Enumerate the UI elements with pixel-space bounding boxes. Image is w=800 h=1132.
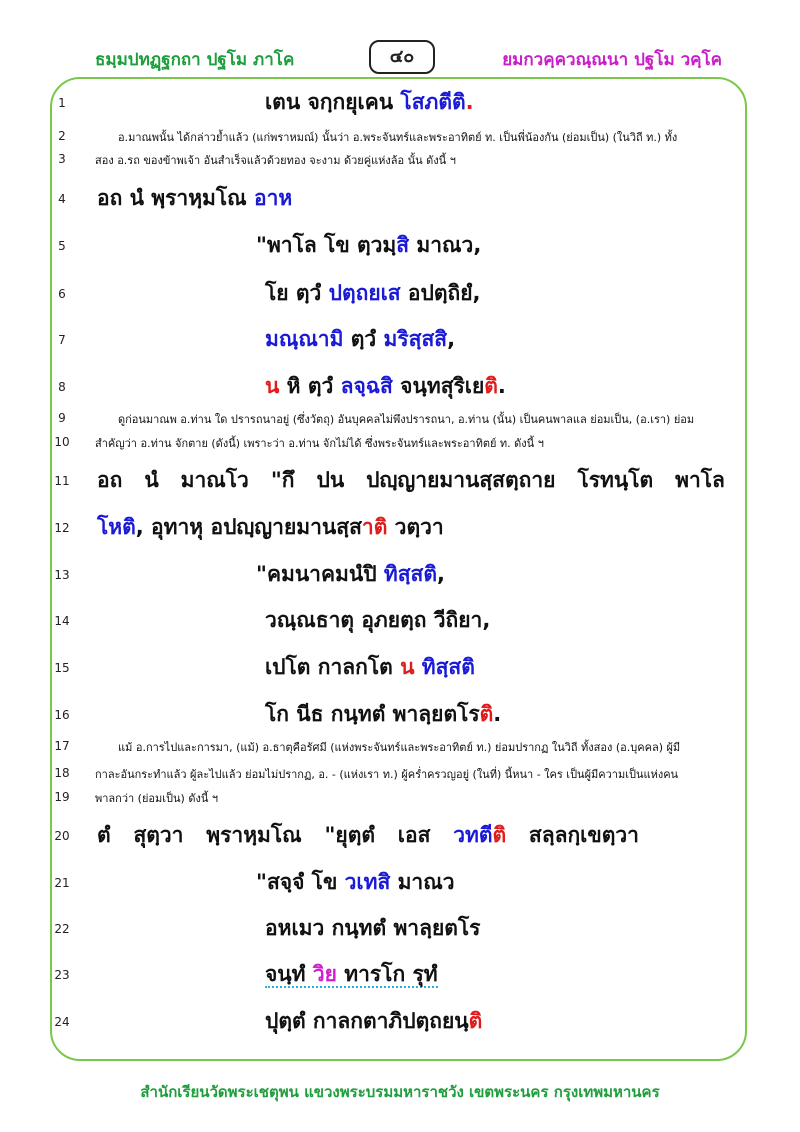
underlined-phrase: จนฺทํ วิย ทารโก รุทํ [265,962,438,986]
line-number: 12 [54,521,70,535]
explanation-line: ดูก่อนมาณพ อ.ท่าน ใด ปรารถนาอยู่ (ซึ่งวัตถุ) อันบุคคลไม่พึงปรารถนา, อ.ท่าน (นั้น) เป็นคนพาลแล ย่อมเป็น, (อ.เรา) ย่อม [118,413,695,426]
line-number: 14 [54,614,70,628]
pali-line: ตํ สุตฺวา พฺราหฺมโณ "ยุตฺตํ เอส วทตีติ สลฺลกฺเขตฺวา [97,823,639,847]
verse-line: "สจฺจํ โข วเทสิ มาณว [256,870,455,894]
line-number: 11 [54,474,70,488]
line-number: 17 [54,739,70,753]
line-number: 3 [58,152,66,166]
line-number: 24 [54,1015,70,1029]
pali-line: เตน จกฺกยุเคน โสภตีติ. [265,90,474,114]
verse-line: ปุตฺตํ กาลกตาภิปตฺถยนฺติ [265,1009,483,1033]
page-number: ๔๐ [369,40,435,74]
line-number: 20 [54,829,70,843]
verse-line: วณฺณธาตุ อุภยตฺถ วีถิยา, [265,608,491,632]
line-number: 13 [54,568,70,582]
line-number: 2 [58,129,66,143]
verse-line: โย ตฺวํ ปตฺถยเส อปตฺถิยํ, [265,281,481,305]
line-number: 10 [54,435,70,449]
line-number: 4 [58,192,66,206]
chapter-title: ยมกวคฺควณฺณนา ปฐโม วคฺโค [502,50,722,70]
explanation-line: พาลกว่า (ย่อมเป็น) ดังนี้ ฯ [95,792,219,805]
line-number: 19 [54,790,70,804]
line-number: 18 [54,766,70,780]
line-number: 22 [54,922,70,936]
line-number: 5 [58,239,66,253]
line-number: 8 [58,380,66,394]
verse-line [265,958,438,991]
pali-line: อถ นํ มาณโว "กึ ปน ปญฺญายมานสฺสตฺถาย โรทนฺโต พาโล [97,468,725,492]
explanation-line: สอง อ.รถ ของข้าพเจ้า อันสำเร็จแล้วด้วยทอง จะงาม ด้วยคู่แห่งล้อ นั้น ดังนี้ ฯ [95,154,456,167]
explanation-line: สำคัญว่า อ.ท่าน จักตาย (ดังนี้) เพราะว่า อ.ท่าน จักไม่ได้ ซึ่งพระจันทร์และพระอาทิตย์ ท. ดังนี้ ฯ [95,437,544,450]
explanation-line: อ.มาณพนั้น ได้กล่าวย้ำแล้ว (แก่พราหมณ์) นั้นว่า อ.พระจันทร์และพระอาทิตย์ ท. เป็นพี่น้องกัน (ย่อมเป็น) (ในวิถี ท.) ทั้ง [118,131,678,144]
line-number: 16 [54,708,70,722]
line-number: 6 [58,287,66,301]
line-number: 7 [58,333,66,347]
explanation-line: แม้ อ.การไปและการมา, (แม้) อ.ธาตุคือรัศมี (แห่งพระจันทร์และพระอาทิตย์ ท.) ย่อมปรากฏ ในวิถี ทั้งสอง (อ.บุคคล) ผู้มี [118,741,681,754]
line-number: 15 [54,661,70,675]
verse-line: "พาโล โข ตฺวมฺสิ มาณว, [256,233,482,257]
verse-line: โก นีธ กนฺทตํ พาลฺยตโรติ. [265,702,502,726]
line-number: 9 [58,411,66,425]
pali-line: อถ นํ พฺราหฺมโณ อาห [97,186,293,210]
line-number: 23 [54,968,70,982]
verse-line: มณฺณามิ ตฺวํ มริสฺสสิ, [265,327,456,351]
line-number: 1 [58,96,66,110]
explanation-line: กาละอันกระทำแล้ว ผู้ละไปแล้ว ย่อมไม่ปรากฏ, อ. - (แห่งเรา ท.) ผู้คร่ำครวญอยู่ (ในที่) นี้หนา - ใคร เป็นผู้มีความเป็นแห่งคน [95,768,679,781]
verse-line: อหเมว กนฺทตํ พาลฺยตโร [265,916,481,940]
line-number: 21 [54,876,70,890]
pali-line: โหติ, อุทาหุ อปญฺญายมานสฺสาติ วตฺวา [97,515,444,539]
footer-text: สำนักเรียนวัดพระเชตุพน แขวงพระบรมมหาราชวัง เขตพระนคร กรุงเทพมหานคร [140,1083,660,1101]
verse-line: "คมนาคมนํปิ ทิสฺสติ, [256,562,445,586]
book-title: ธมฺมปทฏฺฐกถา ปฐโม ภาโค [95,50,295,70]
verse-line: น หิ ตฺวํ ลจฺฉสิ จนฺทสุริเยติ. [265,374,506,398]
verse-line: เปโต กาลกโต น ทิสฺสติ [265,655,475,679]
